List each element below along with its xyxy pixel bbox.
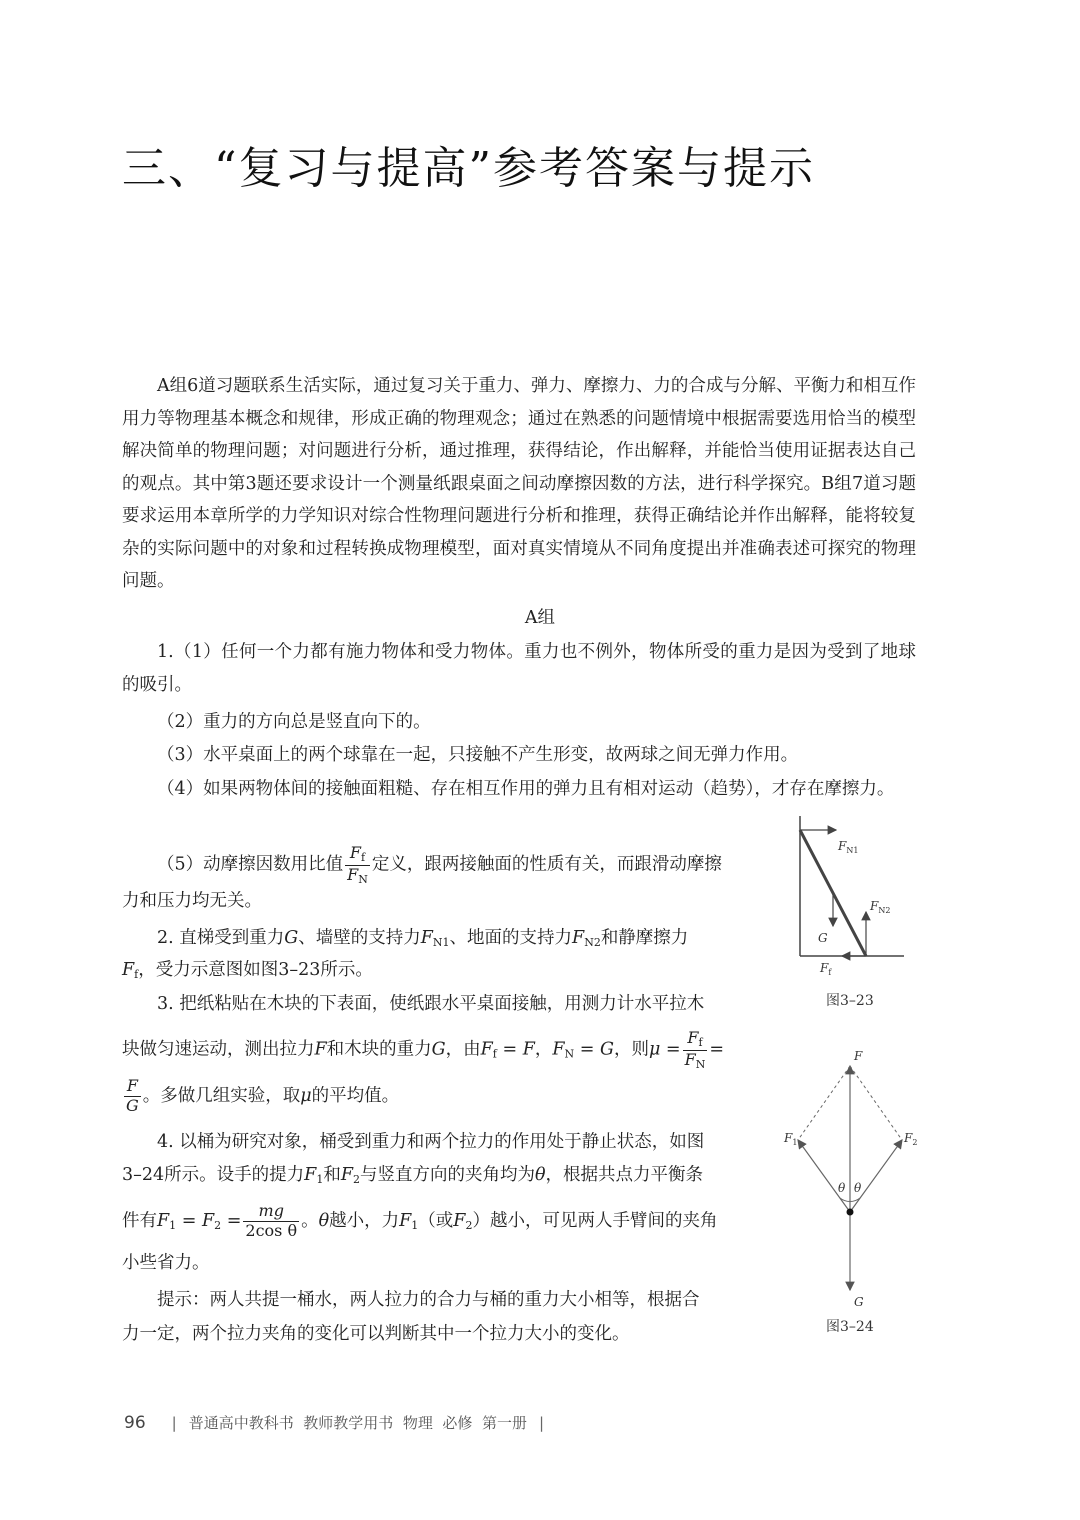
- footer-item-teacher: 教师教学用书: [303, 1414, 394, 1432]
- fn2-label: $F_{N2}$: [870, 899, 891, 915]
- figure-3-23-ladder-forces: [780, 808, 920, 980]
- q4-line1: 4. 以桶为研究对象，桶受到重力和两个拉力的作用处于静止状态，如图: [157, 1132, 705, 1152]
- q3-line1: 3. 把纸粘贴在木块的下表面，使纸跟水平桌面接触，用测力计水平拉木: [157, 994, 705, 1014]
- q3-line2: 块做匀速运动，测出拉力F和木块的重力G，由$F_f = F$，$F_N = G$，则μ = $\frac{F_f}{F_N}$ =: [122, 1028, 724, 1071]
- q2-line2: $F_f$，受力示意图如图3–23所示。: [122, 960, 373, 981]
- fn1-label: $F_{N1}$: [838, 839, 859, 855]
- f-label-24: F: [854, 1049, 863, 1063]
- theta-left: θ: [838, 1181, 846, 1195]
- q1-part2: （2）重力的方向总是竖直向下的。: [157, 712, 431, 732]
- intro-paragraph: A组6道习题联系生活实际，通过复习关于重力、弹力、摩擦力、力的合成与分解、平衡力和相互作用力等物理基本概念和规律，形成正确的物理观念；通过在熟悉的问题情境中根据需要选用恰当的模型解决简单的物理问题；对问题进行分析，通过推理，获得结论，作出解释，并能恰当使用证据表达自己的观点。其中第3题还要求设计一个测量纸跟桌面之间动摩擦因数的方法，进行科学探究。B组7道习题要求运用本章所学的力学知识对综合性物理问题进行分析和推理，获得正确结论并作出解释，能将较复杂的实际问题中的对象和过程转换成物理模型，面对真实情境从不同角度提出并准确表述可探究的物理问题。: [122, 376, 916, 591]
- dashed-left: [798, 1066, 850, 1140]
- q4-line4: 小些省力。: [122, 1253, 210, 1273]
- footer-item-required: 必修: [442, 1414, 473, 1432]
- f2-label: $F_2$: [904, 1131, 918, 1147]
- group-label: A组: [524, 608, 556, 628]
- figure-3-23-caption: 图3–23: [826, 993, 874, 1009]
- q4-hint-line2: 力一定，两个拉力夹角的变化可以判断其中一个拉力大小的变化。: [122, 1324, 630, 1344]
- q1-part4: （4）如果两物体间的接触面粗糙、存在相互作用的弹力且有相对运动（趋势），才存在摩擦力。: [157, 779, 895, 799]
- q4-hint-line1: 提示：两人共提一桶水，两人拉力的合力与桶的重力大小相等，根据合: [157, 1290, 700, 1310]
- f2-arrow: [850, 1140, 902, 1212]
- friction-ratio: $\frac{F_f}{F_N}$: [347, 843, 368, 886]
- f1-arrow: [798, 1140, 850, 1212]
- g-label-24: G: [854, 1295, 864, 1309]
- q4-line3: 件有$F_1 = F_2$ = $\frac{mg}{\text{2cos θ}}$ 。θ越小，力$F_1$（或$F_2$）越小，可见两人手臂间的夹角: [122, 1201, 718, 1240]
- f1-label: $F_1$: [784, 1131, 798, 1147]
- bucket-point: [847, 1209, 854, 1216]
- page-number: 96: [124, 1413, 146, 1433]
- dashed-right: [850, 1066, 902, 1140]
- footer-item-subject: 物理: [402, 1414, 433, 1432]
- page-title: 三、“复习与提高”参考答案与提示: [122, 143, 815, 194]
- page-footer: 96 | 普通高中教科书 教师教学用书 物理 必修 第一册 |: [124, 1413, 545, 1433]
- q3-line3: $\frac{F}{G}$ 。多做几组实验，取μ的平均值。: [126, 1076, 400, 1115]
- q1-part5: （5）动摩擦因数用比值 $\frac{F_f}{F_N}$ 定义，跟两接触面的性质有关，而跟滑动摩擦: [157, 843, 722, 886]
- footer-item-textbook: 普通高中教科书: [188, 1414, 294, 1432]
- q1-part5-cont: 力和压力均无关。: [122, 891, 262, 911]
- figure-3-24-bucket-forces: [770, 1040, 930, 1312]
- q4-line2: 3–24所示。设手的提力$F_1$和$F_2$与竖直方向的夹角均为θ，根据共点力平衡条: [122, 1165, 704, 1186]
- g-label: G: [818, 931, 828, 945]
- ff-label: $F_f$: [820, 961, 832, 977]
- figure-3-24-caption: 图3–24: [826, 1319, 874, 1335]
- q1-part3: （3）水平桌面上的两个球靠在一起，只接触不产生形变，故两球之间无弹力作用。: [157, 745, 799, 765]
- theta-right: θ: [854, 1181, 862, 1195]
- q2-line1: 2. 直梯受到重力G、墙壁的支持力$F_{N1}$、地面的支持力$F_{N2}$和静摩擦力: [157, 928, 689, 949]
- q1-part1: 1.（1）任何一个力都有施力物体和受力物体。重力也不例外，物体所受的重力是因为受到了地球的吸引。: [122, 642, 916, 695]
- footer-item-volume: 第一册: [481, 1414, 527, 1432]
